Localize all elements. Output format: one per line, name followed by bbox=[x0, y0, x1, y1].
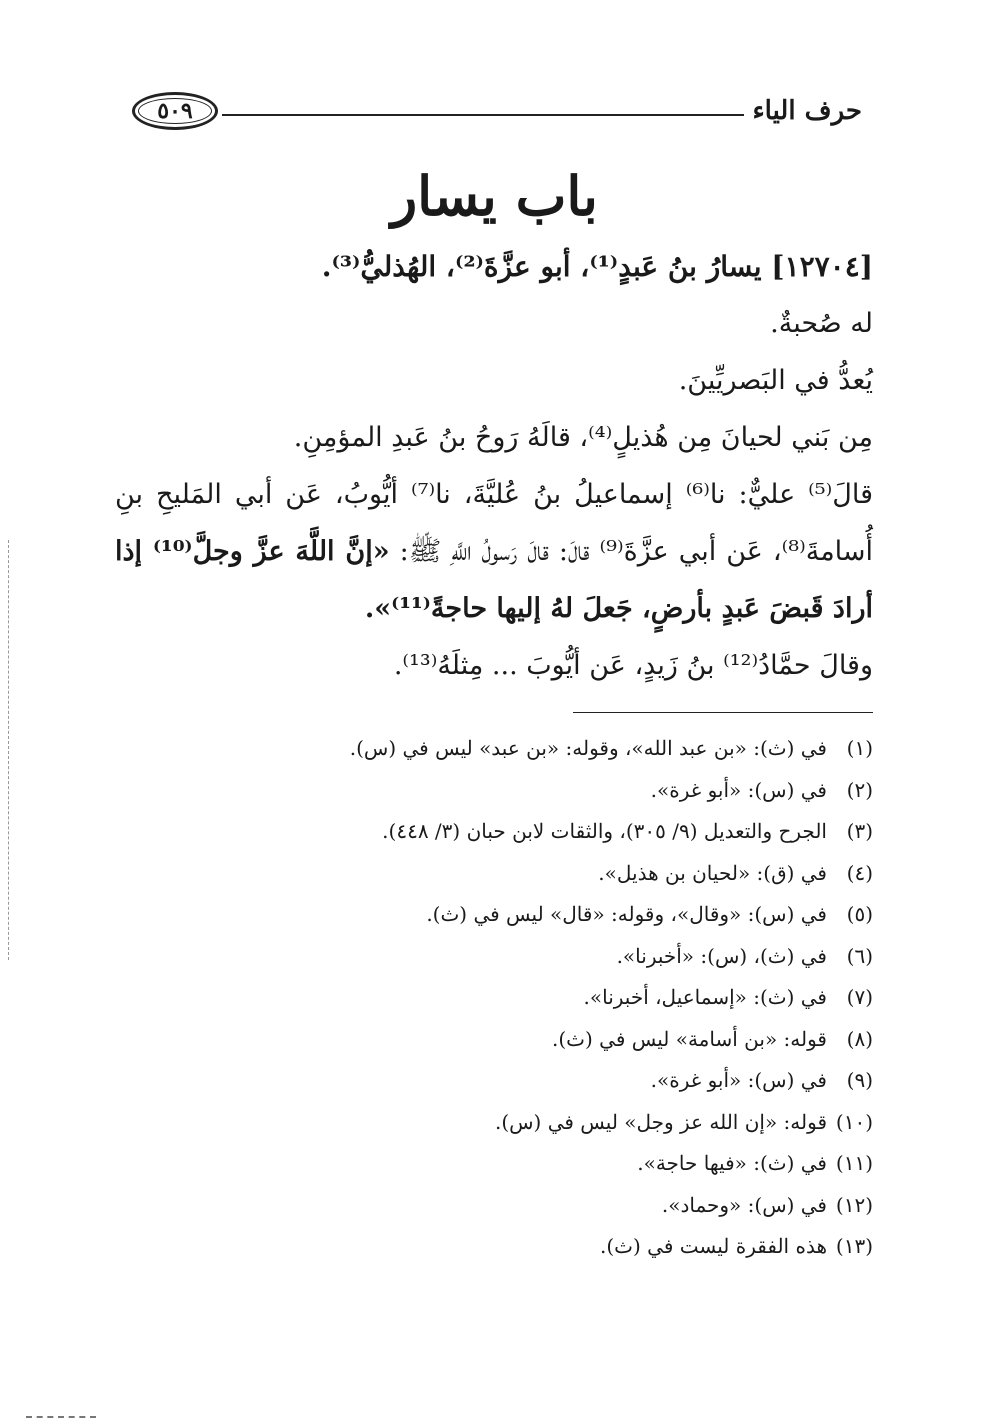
scan-margin-marks bbox=[8, 540, 11, 960]
footnote-number: (٢) bbox=[846, 777, 873, 802]
footnote-text: في (ث): «إسماعيل، أخبرنا». bbox=[583, 985, 827, 1009]
entry-isnad: قالَ⁽⁵⁾ عليٌّ: نا⁽⁶⁾ إسماعيلُ بنُ عُليَّةَ، نا⁽⁷⁾ أيُّوبُ، عَن أبي المَليحِ بنِ أُسامةَ⁽⁸⁾، عَن أبي عزَّةَ⁽⁹⁾ قالَ: قالَ رَسولُ اللَّهِ ﷺ: bbox=[115, 479, 874, 567]
footnote-text: قوله: «بن أسامة» ليس في (ث). bbox=[552, 1026, 827, 1051]
footnote-text: في (س): «وحماد». bbox=[661, 1192, 827, 1217]
entry-isnad-paragraph bbox=[115, 466, 873, 637]
footnote-number: (٣) bbox=[846, 819, 873, 843]
footnote-item bbox=[115, 1143, 873, 1185]
footnote-number: (٨) bbox=[846, 1026, 873, 1051]
footnote-number: (١٢) bbox=[835, 1192, 873, 1217]
entry-body bbox=[115, 238, 873, 694]
footnote-number: (١) bbox=[846, 736, 873, 760]
footnote-number: (١١) bbox=[835, 1151, 873, 1175]
footnote-item bbox=[115, 1185, 873, 1227]
footnote-text: في (س): «أبو غرة». bbox=[650, 1068, 827, 1092]
footnotes-list bbox=[115, 728, 873, 1268]
footnote-number: (١٣) bbox=[835, 1234, 873, 1258]
footnote-number: (٩) bbox=[846, 1068, 873, 1092]
entry-hadith: «إنَّ اللَّهَ عزَّ وجلَّ⁽¹⁰⁾ إذا أرادَ قَبضَ عَبدٍ بأرضٍ، جَعلَ لهُ إليها حاجةً⁽¹¹⁾». bbox=[115, 536, 873, 624]
footnote-number: (١٠) bbox=[835, 1109, 873, 1134]
footnote-item bbox=[115, 1102, 873, 1144]
footnote-text: في (ث)، (س): «أخبرنا». bbox=[616, 943, 827, 968]
footnote-number: (٥) bbox=[846, 902, 873, 926]
footnote-item bbox=[115, 977, 873, 1019]
footnote-item bbox=[115, 728, 873, 770]
footnote-number: (٧) bbox=[846, 985, 873, 1009]
page-number: ٥٠٩ bbox=[132, 92, 218, 130]
footnote-text: هذه الفقرة ليست في (ث). bbox=[600, 1234, 827, 1258]
running-header bbox=[132, 92, 862, 136]
running-title: حرف الياء bbox=[752, 96, 862, 126]
entry-line-hammad: وقالَ حمَّادُ⁽¹²⁾ بنُ زَيدٍ، عَن أيُّوبَ ... مِثلَهُ⁽¹³⁾. bbox=[393, 650, 873, 681]
footnote-item bbox=[115, 1060, 873, 1102]
footnote-text: الجرح والتعديل (٩/ ٣٠٥)، والثقات لابن حبان (٣/ ٤٤٨). bbox=[382, 819, 827, 843]
footnote-text: في (ث): «فيها حاجة». bbox=[637, 1151, 827, 1175]
footnote-item bbox=[115, 894, 873, 936]
footnote-text: قوله: «إن الله عز وجل» ليس في (س). bbox=[494, 1109, 827, 1134]
chapter-title: باب يسار bbox=[391, 164, 598, 228]
footnote-item bbox=[115, 936, 873, 978]
footnote-text: في (س): «وقال»، وقوله: «قال» ليس في (ث). bbox=[426, 902, 827, 926]
entry-line-tribe: مِن بَني لحيانَ مِن هُذيلٍ⁽⁴⁾، قالَهُ رَوحُ بنُ عَبدِ المؤمِنِ. bbox=[293, 422, 873, 453]
header-rule bbox=[222, 114, 744, 116]
footnote-item bbox=[115, 811, 873, 853]
scan-bottom-mark bbox=[26, 1416, 96, 1420]
footnote-separator bbox=[573, 712, 873, 713]
footnote-item bbox=[115, 1226, 873, 1268]
footnote-item bbox=[115, 853, 873, 895]
entry-line-companion: له صُحبةٌ. bbox=[770, 308, 873, 339]
footnote-text: في (ق): «لحيان بن هذيل». bbox=[598, 860, 827, 885]
footnote-number: (٦) bbox=[846, 943, 873, 968]
footnote-item bbox=[115, 770, 873, 812]
footnote-item bbox=[115, 1019, 873, 1061]
footnote-text: في (ث): «بن عبد الله»، وقوله: «بن عبد» ليس في (س). bbox=[349, 736, 827, 760]
footnote-text: في (س): «أبو غرة». bbox=[650, 777, 827, 802]
entry-line-basra: يُعدُّ في البَصريِّينَ. bbox=[678, 365, 873, 396]
entry-heading: [١٢٧٠٤] يسارُ بنُ عَبدٍ⁽¹⁾، أبو عزَّةَ⁽²⁾، الهُذليُّ⁽³⁾. bbox=[321, 250, 873, 283]
footnote-number: (٤) bbox=[846, 860, 873, 885]
